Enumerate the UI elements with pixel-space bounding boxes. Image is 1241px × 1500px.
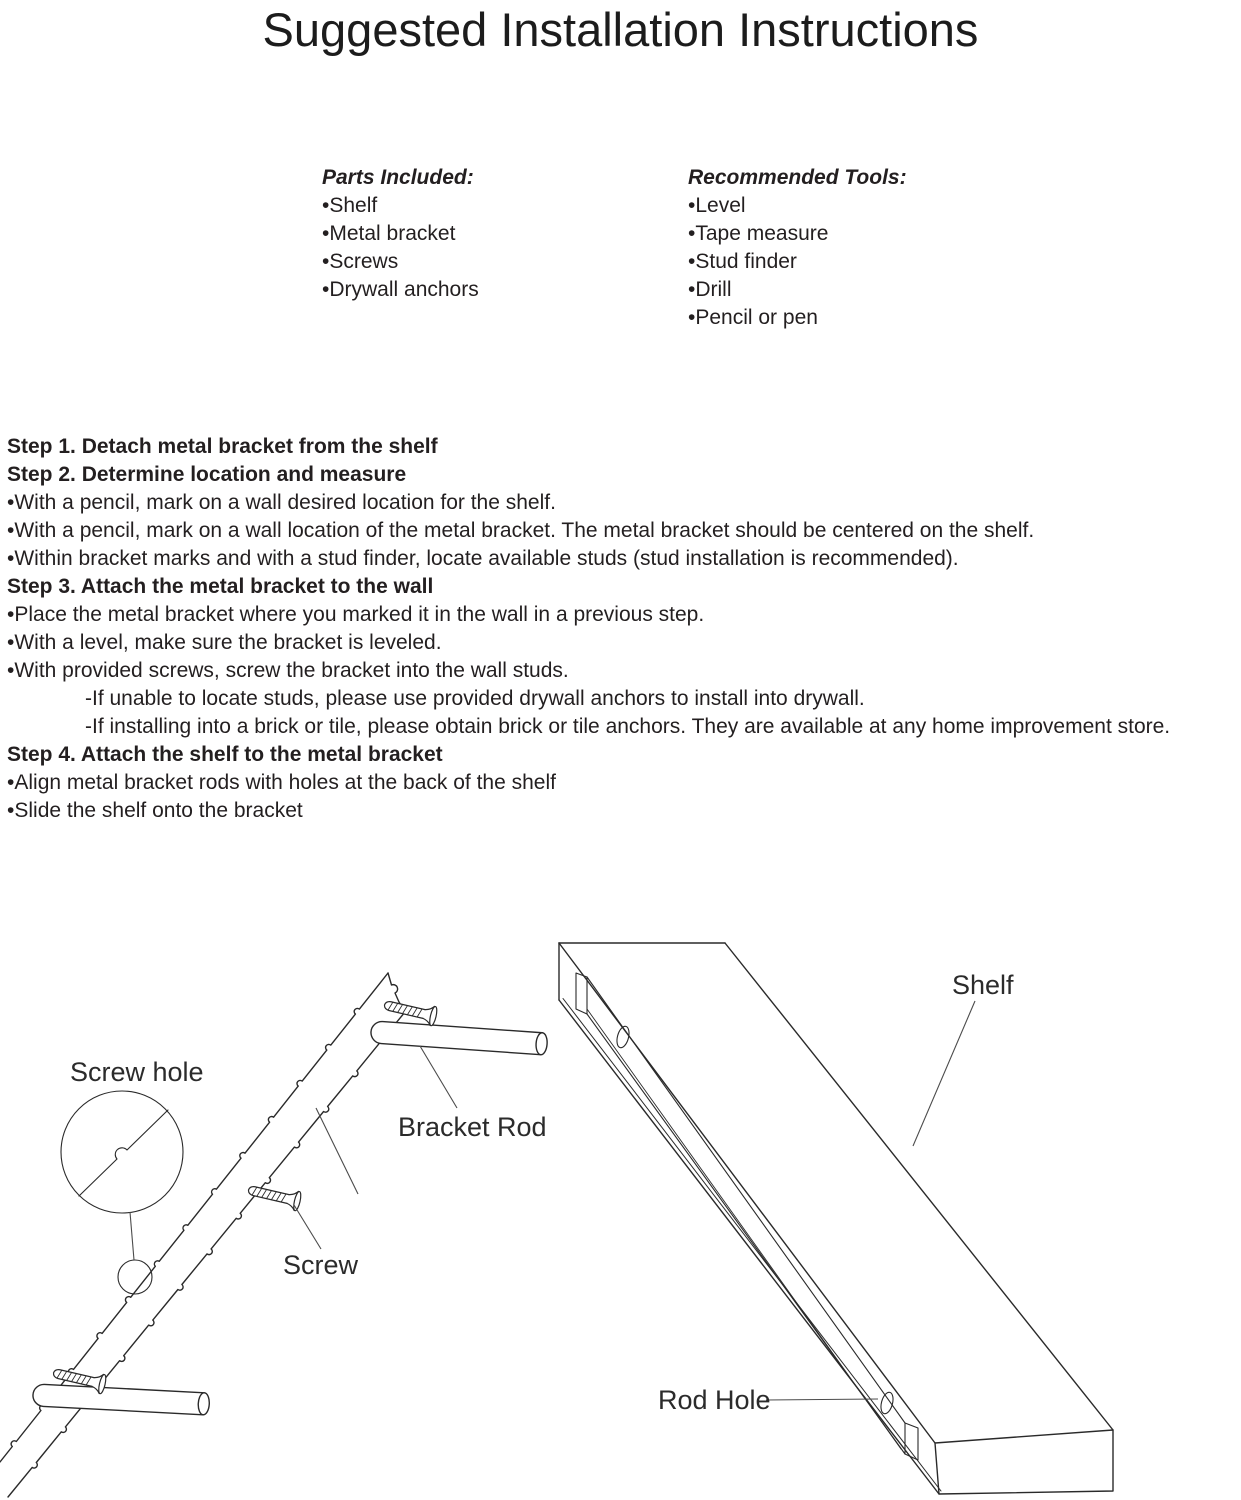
installation-diagram bbox=[0, 930, 1241, 1500]
bracket-rod-top-drawing bbox=[370, 1021, 548, 1055]
list-item: •Screws bbox=[322, 250, 399, 273]
shelf-drawing bbox=[559, 943, 1113, 1494]
installation-steps bbox=[7, 433, 1237, 825]
step-heading: Step 1. Detach metal bracket from the shelf bbox=[7, 435, 438, 458]
step-subnote: -If unable to locate studs, please use provided drywall anchors to install into drywall. bbox=[85, 687, 865, 710]
screw-hole-label: Screw hole bbox=[70, 1057, 204, 1087]
screw-leader-line bbox=[294, 1205, 321, 1249]
bracket-rod-bottom-drawing bbox=[32, 1384, 209, 1415]
step-bullet: •With a level, make sure the bracket is leveled. bbox=[7, 631, 442, 654]
parts-included-list bbox=[322, 164, 479, 304]
step-heading: Step 2. Determine location and measure bbox=[7, 463, 407, 486]
shelf-label: Shelf bbox=[952, 970, 1014, 1000]
screw-hole-detail bbox=[61, 1091, 183, 1294]
list-item: •Stud finder bbox=[688, 250, 797, 273]
parts-heading: Parts Included: bbox=[322, 166, 474, 189]
rod-hole-label: Rod Hole bbox=[658, 1385, 771, 1415]
step-bullet: •Within bracket marks and with a stud finder, locate available studs (stud installation is recommended). bbox=[7, 547, 959, 570]
step-heading: Step 3. Attach the metal bracket to the wall bbox=[7, 575, 434, 598]
rod-hole-leader-line bbox=[766, 1399, 878, 1400]
metal-bracket-drawing bbox=[0, 973, 405, 1497]
list-item: •Tape measure bbox=[688, 222, 829, 245]
bracket-rod-leader-line bbox=[420, 1046, 457, 1108]
page-title: Suggested Installation Instructions bbox=[262, 3, 979, 56]
rod-hole-ellipse bbox=[879, 1391, 895, 1415]
step-heading: Step 4. Attach the shelf to the metal bracket bbox=[7, 743, 443, 766]
step-subnote: -If installing into a brick or tile, please obtain brick or tile anchors. They are available at any home improvement store. bbox=[85, 715, 1171, 738]
bracket-rod-label: Bracket Rod bbox=[398, 1112, 547, 1142]
list-item: •Level bbox=[688, 194, 746, 217]
list-item: •Metal bracket bbox=[322, 222, 456, 245]
recommended-tools-list bbox=[688, 164, 907, 332]
step-bullet: •Slide the shelf onto the bracket bbox=[7, 799, 303, 822]
step-bullet: •With a pencil, mark on a wall location of the metal bracket. The metal bracket should be centered on the shelf. bbox=[7, 519, 1035, 542]
screw-label: Screw bbox=[283, 1250, 359, 1280]
step-bullet: •Place the metal bracket where you marked it in the wall in a previous step. bbox=[7, 603, 705, 626]
shelf-leader-line bbox=[913, 1001, 975, 1146]
list-item: •Drill bbox=[688, 278, 732, 301]
tools-heading: Recommended Tools: bbox=[688, 166, 907, 189]
step-bullet: •Align metal bracket rods with holes at the back of the shelf bbox=[7, 771, 556, 794]
screw-drawing bbox=[246, 1180, 302, 1211]
step-bullet: •With a pencil, mark on a wall desired location for the shelf. bbox=[7, 491, 556, 514]
list-item: •Drywall anchors bbox=[322, 278, 479, 301]
list-item: •Pencil or pen bbox=[688, 306, 818, 329]
step-bullet: •With provided screws, screw the bracket into the wall studs. bbox=[7, 659, 569, 682]
list-item: •Shelf bbox=[322, 194, 378, 217]
bracket-leader-line bbox=[316, 1108, 358, 1194]
